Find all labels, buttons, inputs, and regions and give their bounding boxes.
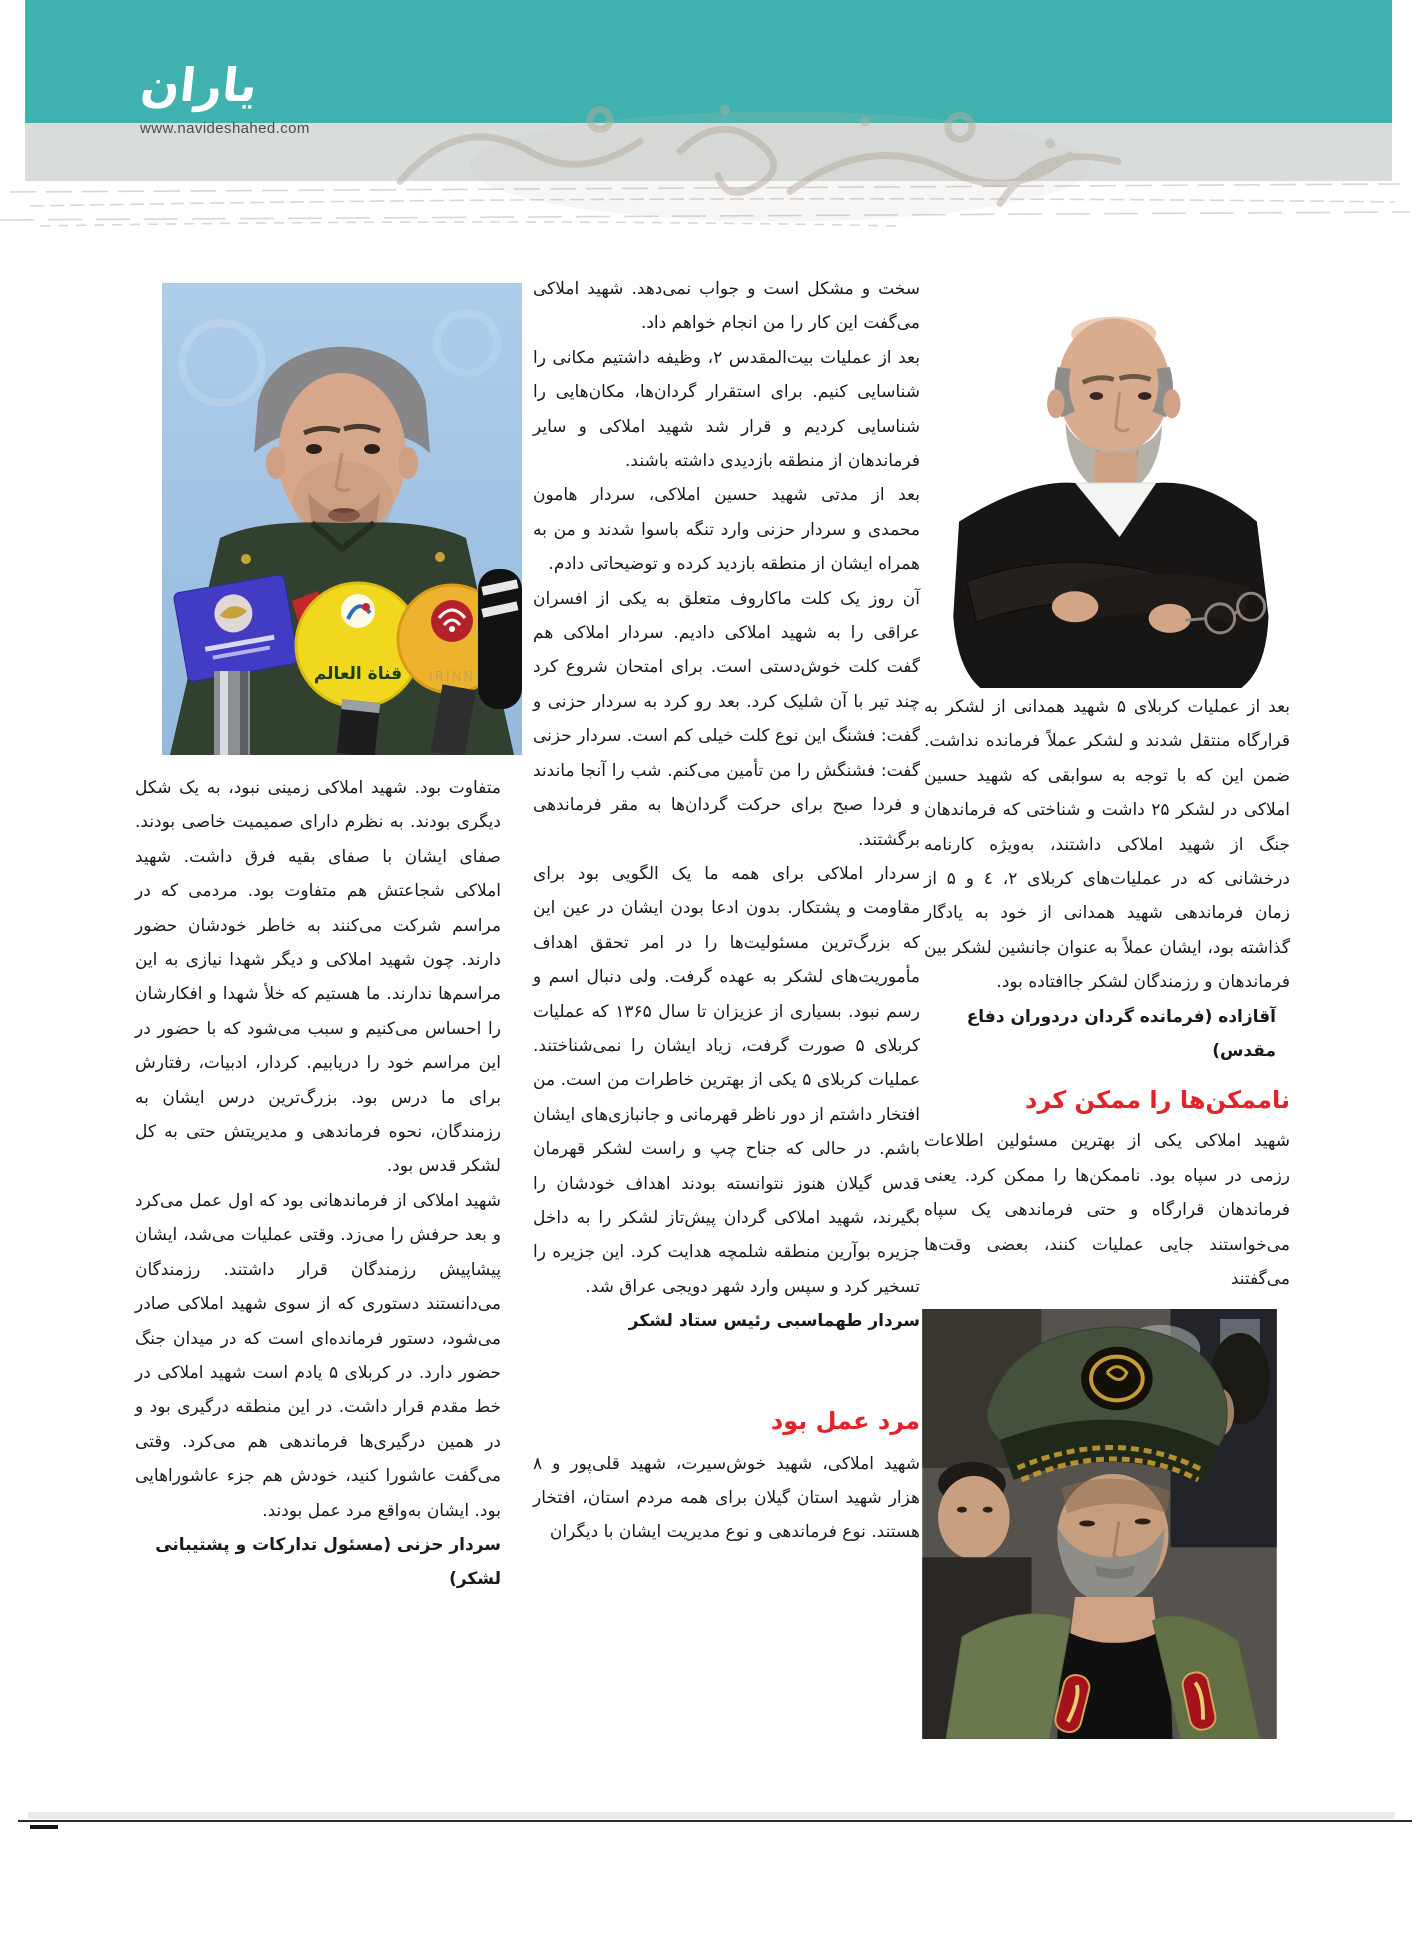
- al-alam-mic-label: قناة العالم: [313, 664, 403, 684]
- footer-rule: [18, 1820, 1412, 1822]
- left-column-text: [135, 771, 501, 1597]
- portrait-photo: [924, 278, 1290, 688]
- column-middle: [533, 272, 920, 1550]
- section-heading-red: مرد عمل بود: [770, 1406, 920, 1435]
- footer-tick: [30, 1825, 58, 1829]
- footer-gray-band: [28, 1812, 1395, 1819]
- black-mic: [478, 569, 522, 709]
- body-paragraph: بعد از عملیات کربلای ۵ شهید همدانی از لشکر به قرارگاه منتقل شدند و لشکر عملاً فرمانده نداشت. ضمن این که با توجه به سوابقی که شهید حسین املاکی در لشکر ۲۵ داشت و شناختی که فرماندهان جنگ از شهید املاکی داشتند، به‌ویژه کارنامه درخشانی که در عملیات‌های کربلای ۲، ٤ و ۵ از زمان فرماندهی شهید همدانی از خود به یادگار گذاشته بود، ایشان عملاً به عنوان جانشین لشکر بین فرماندهان و رزمندگان لشکر جاافتاده بود.: [924, 697, 1291, 993]
- source-caption: آقازاده (فرمانده گردان دردوران دفاع مقدس): [966, 1006, 1276, 1062]
- body-paragraph: سردار املاکی برای همه ما یک الگویی بود برای مقاومت و پشتکار. بدون ادعا بودن ایشان در عین این که بزرگ‌ترین مسئولیت‌ها را در امر تحقق اهداف مأموریت‌های لشکر به عهده گرفت. ولی دنبال اسم و رسم نبود. بسیاری از عزیزان تا سال ۱۳۶۵ که عملیات کربلای ۵ صورت گرفت، زیاد ایشان را نمی‌شناختند. عملیات کربلای ۵ یکی از بهترین خاطرات من است. من افتخار داشتم از دور ناظر قهرمانی و جانبازی‌های ایشان باشم. در حالی که جناح چپ و راست لشکر قهرمان قدس گیلان هنوز نتوانسته بودند اهداف خودشان را بگیرند، شهید املاکی گردان پیش‌تاز لشکر را به داخل جزیره بوآرین منطقه شلمچه هدایت کرد. این جزیره را تسخیر کرد و سپس وارد شهر دویجی عراق شد.: [532, 863, 921, 1297]
- body-paragraph: شهید املاکی یکی از بهترین مسئولین اطلاعات رزمی در سپاه بود. ناممکن‌ها را ممکن کرد. یعنی فرماندهان قرارگاه و حتی فرماندهی یک سپاه می‌خواستند جایی عملیات کنند، بعضی وقت‌ها می‌گفتند: [924, 1131, 1290, 1290]
- column-right: [924, 278, 1290, 1739]
- irinn-mic-label: IRINN: [428, 670, 476, 685]
- source-caption: سردار حزنی (مسئول تدارکات و پشتیبانی لشکر): [155, 1534, 501, 1590]
- magazine-logo: یاران: [138, 58, 260, 112]
- blue-cube-mic: [173, 574, 299, 682]
- press-conference-photo: [162, 283, 522, 755]
- body-paragraph: متفاوت بود. شهید املاکی زمینی نبود، به یک شکل دیگری بودند. به نظرم دارای صمیمیت خاصی بودند. صفای ایشان با صفای بقیه فرق داشت. شهید املاکی شجاعتش هم متفاوت بود. مردمی که در مراسم شرکت می‌کنند به خاطر خودشان حضور دارند. چون شهید املاکی و دیگر شهدا نیازی به این مراسم‌ها ندارند. ما هستیم که خلأ شهدا و افکارشان را احساس می‌کنیم و سبب می‌شود که با حضور در این مراسم خود را دریابیم. کردار، ادبیات، رفتارش برای ما درس بود. بزرگ‌ترین درس ایشان به رزمندگان، نحوه فرماندهی و مدیریتش حتی به کل لشکر قدس بود.: [135, 778, 501, 1177]
- military-commander-photo: [921, 1309, 1278, 1739]
- body-paragraph: سخت و مشکل است و جواب نمی‌دهد. شهید املاکی می‌گفت این کار را من انجام خواهم داد.: [533, 279, 920, 334]
- right-column-text: [924, 690, 1290, 1297]
- body-paragraph: بعد از عملیات بیت‌المقدس ۲، وظیفه داشتیم مکانی را شناسایی کنیم. برای استقرار گردان‌ها، مکان‌هایی را شناسایی کردیم و قرار شد شهید املاکی و سایر فرماندهان از منطقه بازدیدی داشته باشند.: [533, 347, 920, 472]
- column-left: [135, 283, 501, 1597]
- body-paragraph: بعد از مدتی شهید حسین املاکی، سردار هامون محمدی و سردار حزنی وارد تنگه باسوا شدند و من به همراه ایشان از منطقه بازدید کرده و توضیحاتی دادم.: [533, 485, 920, 575]
- mountain-sketch-texture: [0, 176, 1417, 232]
- body-paragraph: آن روز یک کلت ماکاروف متعلق به یکی از افسران عراقی را به شهید املاکی دادیم. سردار املاکی هم گفت کلت خوش‌دستی است. برای امتحان شروع کرد چند تیر با آن شلیک کرد. بعد رو کرد به سردار حزنی و گفت: فشنگ این نوع کلت خیلی کم است. سردار حزنی گفت: فشنگش را من تأمین می‌کنم. شب را آنجا ماندند و فردا صبح برای حرکت گردان‌ها به مقر فرماندهی برگشتند.: [533, 588, 920, 850]
- body-paragraph: شهید املاکی از فرماندهانی بود که اول عمل می‌کرد و بعد حرفش را می‌زد. وقتی عملیات می‌شد، ایشان پیشاپیش رزمندگان قرار داشتند. رزمندگان می‌دانستند دستوری که از سوی شهید املاکی صادر می‌شود، دستور فرمانده‌ای است که در میدان جنگ حضور دارد. در کربلای ۵ یادم است شهید املاکی در خط مقدم قرار داشت. در این منطقه درگیری بود و در همین درگیری‌ها فرماندهی هم می‌کرد. وقتی می‌گفت عاشورا کنید، خودش هم جزء عاشوراهایی بود. ایشان به‌واقع مرد عمل بودند.: [135, 1190, 501, 1521]
- website-url: www.navideshahed.com: [140, 120, 310, 137]
- body-paragraph: شهید املاکی، شهید خوش‌سیرت، شهید قلی‌پور و ۸ هزار شهید استان گیلان برای همه مردم استان، افتخار هستند. نوع فرماندهی و نوع مدیریت ایشان با دیگران: [533, 1453, 920, 1543]
- source-caption: سردار طهماسبی رئیس ستاد لشکر: [628, 1311, 920, 1332]
- section-heading-red: ناممکن‌ها را ممکن کرد: [1025, 1086, 1290, 1115]
